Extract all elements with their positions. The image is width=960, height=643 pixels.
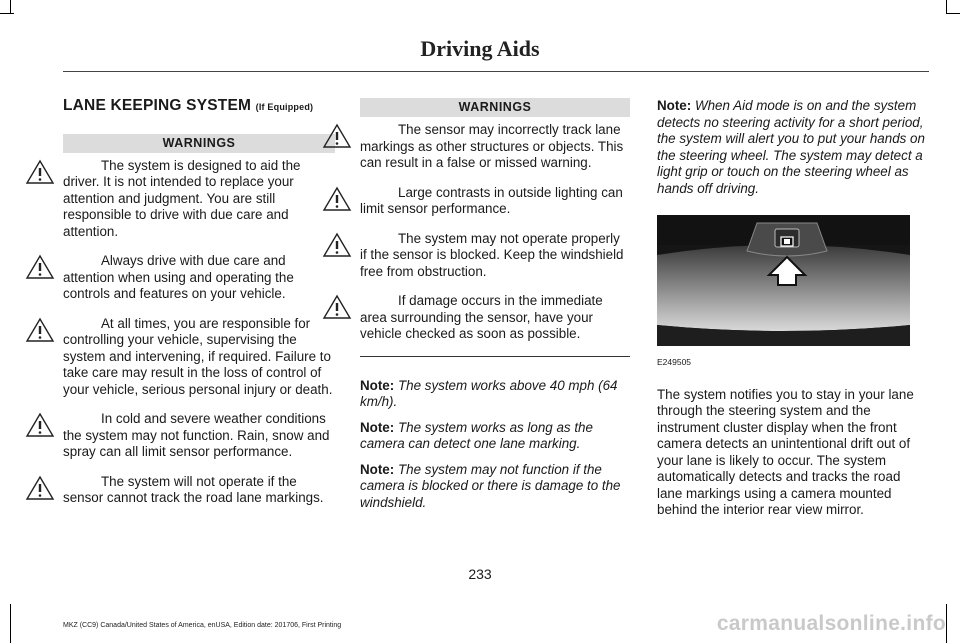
column-right (657, 98, 927, 519)
camera-figure (657, 215, 910, 346)
warnings-heading: WARNINGS (63, 134, 335, 153)
note-text: The system works above 40 mph (64 km/h). (360, 377, 618, 409)
warning-text: The system will not operate if the sensor cannot track the road lane markings. (63, 473, 324, 505)
note-label: Note: (657, 98, 692, 113)
note-label: Note: (360, 377, 395, 393)
footer-edition: MKZ (CC9) Canada/United States of America, enUSA, Edition date: 201706, First Printing (63, 622, 342, 629)
section-subtitle: (If Equipped) (255, 102, 314, 112)
crop-mark (10, 604, 11, 643)
note (360, 420, 630, 453)
warning-triangle-icon (25, 317, 55, 343)
warning-triangle-icon (25, 254, 55, 280)
warning-triangle-icon (25, 159, 55, 185)
page-number: 233 (468, 566, 492, 582)
column-left (63, 98, 335, 520)
warning-item (63, 411, 335, 461)
warnings-heading: WARNINGS (360, 98, 630, 117)
warning-text: The sensor may incorrectly track lane markings as other structures or objects. This can result in a false or missed warning. (360, 122, 624, 170)
warning-item (360, 122, 630, 172)
warning-text: Always drive with due care and attention when using and operating the controls and features on your vehicle. (63, 253, 294, 301)
figure-code: E249505 (657, 357, 692, 367)
warning-triangle-icon (25, 475, 55, 501)
warning-triangle-icon (25, 412, 55, 438)
section-title (63, 98, 335, 116)
column-middle (360, 98, 630, 520)
section-title-text: LANE KEEPING SYSTEM (63, 97, 252, 114)
crop-mark (10, 0, 11, 14)
warning-item (360, 185, 630, 218)
note (360, 378, 630, 411)
warning-item (63, 158, 335, 241)
crop-mark (946, 604, 947, 643)
warning-triangle-icon (322, 232, 352, 258)
note-text: The system may not function if the camera is blocked or there is damage to the windshield. (360, 461, 621, 510)
warning-text: At all times, you are responsible for controlling your vehicle, supervising the system and intervening, if required. Failure to take care may result in the loss of control of your vehicle, serious personal injury or death. (63, 315, 333, 397)
crop-mark (0, 13, 14, 14)
warning-text: If damage occurs in the immediate area surrounding the sensor, have your vehicle checked as soon as possible. (360, 293, 603, 341)
note-label: Note: (360, 461, 395, 477)
note-label: Note: (360, 419, 395, 435)
warning-item (360, 293, 630, 343)
header-rule (63, 71, 929, 72)
crop-mark (946, 13, 960, 14)
page-header-title: Driving Aids (420, 36, 540, 61)
warning-triangle-icon (322, 186, 352, 212)
note-text: The system works as long as the camera can detect one lane marking. (360, 419, 593, 451)
windshield-camera-illustration (657, 215, 910, 346)
warning-item (360, 231, 630, 281)
warning-text: The system may not operate properly if the sensor is blocked. Keep the windshield free from obstruction. (360, 230, 624, 279)
section-divider (360, 356, 630, 357)
warning-text: Large contrasts in outside lighting can limit sensor performance. (360, 184, 623, 216)
note-text: When Aid mode is on and the system detects no steering activity for a short period, the system will alert you to put your hands on the steering wheel. The system may detect a light grip or touch on the steering wheel as hands off driving. (657, 98, 925, 196)
warning-text: The system is designed to aid the driver. It is not intended to replace your attention and judgment. You are still responsible to drive with due care and attention. (63, 157, 301, 239)
warning-item (63, 474, 335, 507)
note (657, 98, 927, 197)
warning-item (63, 316, 335, 399)
warning-triangle-icon (322, 123, 352, 149)
note (360, 462, 630, 512)
watermark: carmanualsonline.info (716, 612, 946, 635)
warning-triangle-icon (322, 294, 352, 320)
body-paragraph: The system notifies you to stay in your lane through the steering system and the instrument cluster display when the front camera detects an unintentional drift out of your lane is likely to occur. The system automatically detects and tracks the road lane markings using a camera mounted behind the interior rear view mirror. (657, 386, 914, 517)
warning-item (63, 253, 335, 303)
warning-text: In cold and severe weather conditions the system may not function. Rain, snow and spray can all limit sensor performance. (63, 411, 330, 459)
crop-mark (946, 0, 947, 14)
